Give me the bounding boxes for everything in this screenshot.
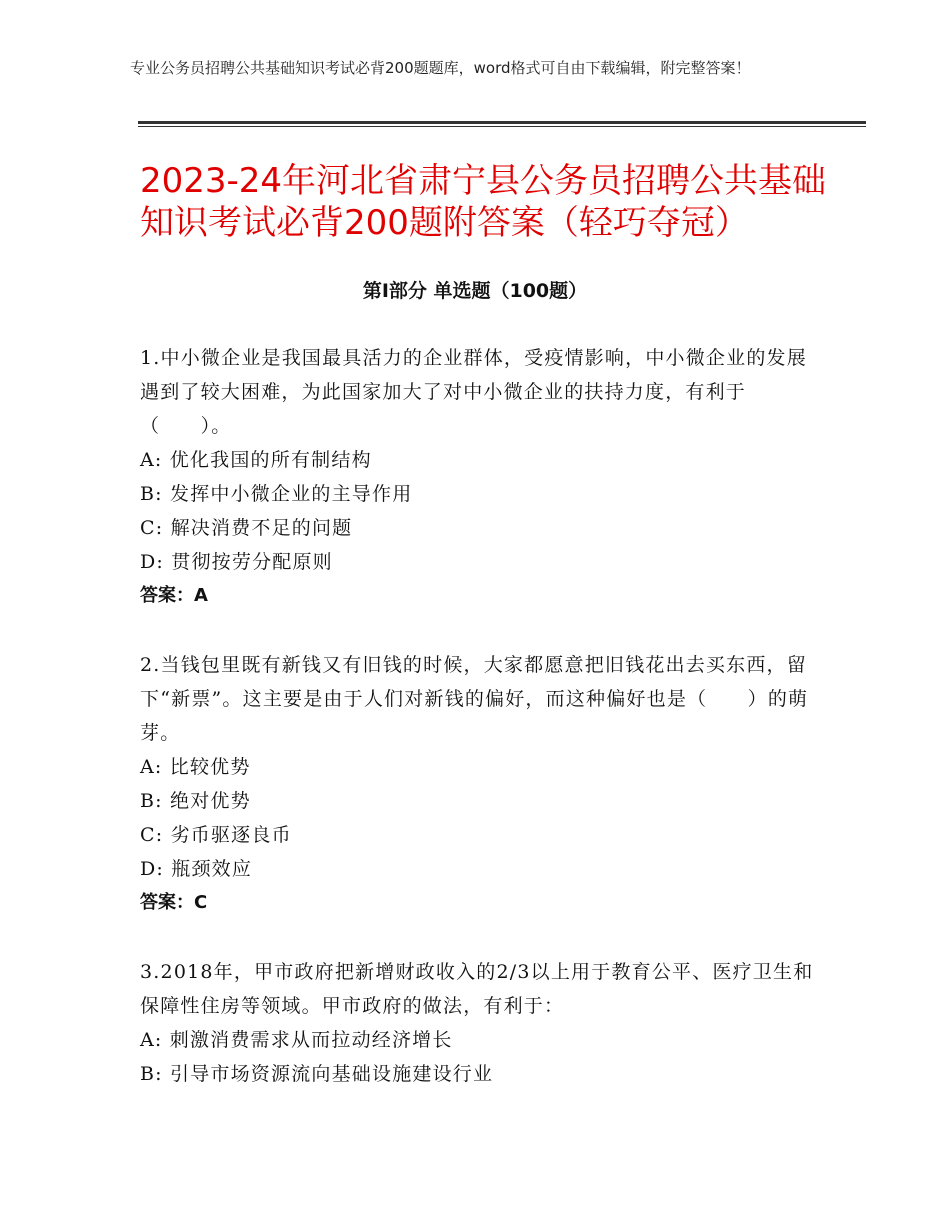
- question-stem: 1.中小微企业是我国最具活力的企业群体，受疫情影响，中小微企业的发展遇到了较大困难，为此国家加大了对中小微企业的扶持力度，有利于（ ）。: [140, 347, 807, 437]
- question-1: [140, 341, 820, 613]
- question-stem: 3.2018年，甲市政府把新增财政收入的2/3以上用于教育公平、医疗卫生和保障性住房等领域。甲市政府的做法，有利于：: [140, 961, 814, 1017]
- option-b: B: 绝对优势: [140, 790, 251, 812]
- answer: 答案：C: [140, 892, 208, 913]
- option-b: B: 引导市场资源流向基础设施建设行业: [140, 1063, 494, 1085]
- option-a: A: 比较优势: [140, 756, 251, 778]
- option-a: A: 优化我国的所有制结构: [140, 449, 372, 471]
- header-note: 专业公务员招聘公共基础知识考试必背200题题库，word格式可自由下载编辑，附完整答案！: [130, 59, 751, 77]
- header-divider-thick: [138, 121, 866, 124]
- header-divider-thin: [138, 126, 866, 127]
- option-d: D: 贯彻按劳分配原则: [140, 551, 333, 573]
- option-c: C: 劣币驱逐良币: [140, 824, 292, 846]
- question-2: [140, 648, 820, 920]
- question-3: [140, 955, 820, 1091]
- option-a: A: 刺激消费需求从而拉动经济增长: [140, 1029, 453, 1051]
- option-b: B: 发挥中小微企业的主导作用: [140, 483, 413, 505]
- document-title: 2023-24年河北省肃宁县公务员招聘公共基础知识考试必背200题附答案（轻巧夺冠）: [140, 161, 827, 243]
- option-d: D: 瓶颈效应: [140, 858, 253, 880]
- question-stem: 2.当钱包里既有新钱又有旧钱的时候，大家都愿意把旧钱花出去买东西，留下“新票”。这主要是由于人们对新钱的偏好，而这种偏好也是（ ）的萌芽。: [140, 654, 809, 744]
- answer: 答案：A: [140, 585, 208, 606]
- section-heading: 第Ⅰ部分 单选题（100题）: [362, 280, 588, 302]
- option-c: C: 解决消费不足的问题: [140, 517, 353, 539]
